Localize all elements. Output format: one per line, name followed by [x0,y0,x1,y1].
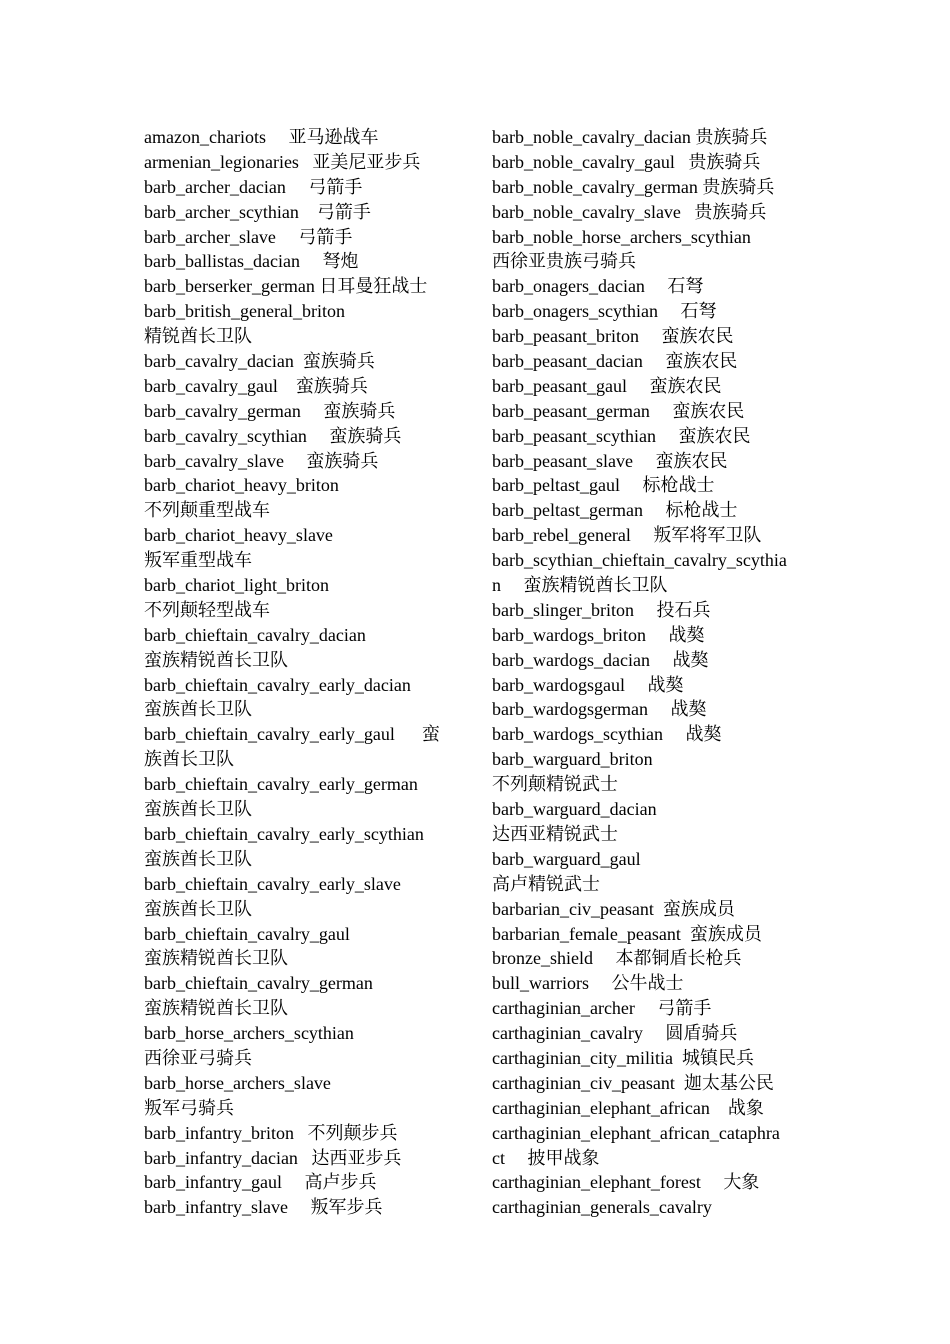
unit-entry-line: barb_warguard_briton [492,749,653,770]
unit-entry-line: barb_noble_cavalry_dacian 贵族骑兵 [492,127,768,147]
unit-entry-line: 西徐亚弓骑兵 [144,1047,252,1068]
unit-entry-line: 西徐亚贵族弓骑兵 [492,251,636,272]
unit-entry-line: barb_chieftain_cavalry_german [144,973,373,994]
unit-entry-line: barb_peltast_german 标枪战士 [492,500,738,521]
unit-entry-line: barb_horse_archers_slave [144,1072,331,1093]
unit-entry-line: barb_chieftain_cavalry_early_scythian [144,823,424,844]
unit-entry-line: barb_cavalry_dacian 蛮族骑兵 [144,351,375,372]
unit-entry-line: barb_noble_cavalry_slave 贵族骑兵 [492,201,767,222]
unit-entry-line: barb_chariot_light_briton [144,575,329,596]
unit-entry-line: barb_chariot_heavy_slave [144,525,333,546]
unit-entry-line: carthaginian_elephant_african_cataphra [492,1122,780,1143]
unit-entry-line: 蛮族精锐酋长卫队 [144,948,288,969]
unit-entry-line: barb_cavalry_scythian 蛮族骑兵 [144,425,402,446]
unit-entry-line: barb_peasant_slave 蛮族农民 [492,450,728,471]
right-column [492,125,810,1220]
unit-entry-line: barb_archer_scythian 弓箭手 [144,201,371,222]
unit-entry-line: barbarian_civ_peasant 蛮族成员 [492,898,735,919]
unit-entry-line: barb_rebel_general 叛军将军卫队 [492,525,762,546]
unit-entry-line: 蛮族酋长卫队 [144,799,252,820]
unit-entry-line: barb_slinger_briton 投石兵 [492,599,711,620]
unit-entry-line: barb_chieftain_cavalry_early_dacian [144,674,411,695]
unit-entry-line: 叛军重型战车 [144,550,252,571]
unit-entry-line: barb_peasant_gaul 蛮族农民 [492,375,722,396]
unit-entry-line: 族酋长卫队 [144,749,234,770]
unit-entry-line: barb_warguard_gaul [492,848,641,869]
unit-entry-line: carthaginian_city_militia 城镇民兵 [492,1047,754,1068]
unit-entry-line: 高卢精锐武士 [492,873,600,894]
unit-entry-line: barb_archer_dacian 弓箭手 [144,176,363,197]
unit-entry-line: barb_onagers_dacian 石弩 [492,276,704,297]
unit-entry-line: 叛军弓骑兵 [144,1097,234,1118]
unit-entry-line: carthaginian_cavalry 圆盾骑兵 [492,1023,738,1044]
left-column [144,125,462,1220]
unit-entry-line: barb_onagers_scythian 石弩 [492,301,717,322]
unit-entry-line: barb_british_general_briton [144,301,345,322]
unit-entry-line: barb_peasant_german 蛮族农民 [492,400,745,421]
unit-entry-line: carthaginian_civ_peasant 迦太基公民 [492,1072,774,1093]
unit-entry-line: barb_ballistas_dacian 弩炮 [144,251,359,272]
unit-entry-line: carthaginian_archer 弓箭手 [492,998,712,1019]
unit-entry-line: barb_infantry_slave 叛军步兵 [144,1197,383,1218]
unit-entry-line: barb_archer_slave 弓箭手 [144,226,353,247]
unit-entry-line: barb_infantry_dacian 达西亚步兵 [144,1147,402,1168]
unit-entry-line: barb_peasant_scythian 蛮族农民 [492,425,751,446]
unit-entry-line: 不列颠轻型战车 [144,599,270,620]
unit-entry-line: barb_cavalry_slave 蛮族骑兵 [144,450,379,471]
unit-entry-line: barb_peltast_gaul 标枪战士 [492,475,715,496]
unit-entry-line: 达西亚精锐武士 [492,823,618,844]
unit-entry-line: barb_warguard_dacian [492,799,657,820]
unit-entry-line: barb_wardogsgaul 战獒 [492,674,684,695]
unit-entry-line: 蛮族酋长卫队 [144,848,252,869]
unit-entry-line: carthaginian_elephant_forest 大象 [492,1172,760,1193]
unit-entry-line: barbarian_female_peasant 蛮族成员 [492,923,762,944]
unit-entry-line: 不列颠重型战车 [144,500,270,521]
unit-entry-line: 蛮族酋长卫队 [144,898,252,919]
unit-entry-line: barb_wardogs_dacian 战獒 [492,649,709,670]
unit-entry-line: ct 披甲战象 [492,1147,600,1168]
unit-entry-line: barb_cavalry_gaul 蛮族骑兵 [144,375,368,396]
unit-entry-line: barb_wardogs_briton 战獒 [492,624,705,645]
unit-entry-line: barb_infantry_gaul 高卢步兵 [144,1172,377,1193]
unit-entry-line: bull_warriors 公牛战士 [492,973,684,994]
unit-entry-line: barb_noble_cavalry_german 贵族骑兵 [492,176,775,197]
unit-entry-line: 不列颠精锐武士 [492,774,618,795]
unit-entry-line: 精锐酋长卫队 [144,326,252,347]
unit-entry-line: barb_chieftain_cavalry_gaul [144,923,350,944]
unit-entry-line: barb_noble_cavalry_gaul 贵族骑兵 [492,151,761,172]
unit-entry-line: carthaginian_generals_cavalry [492,1197,712,1218]
unit-entry-line: amazon_chariots 亚马逊战车 [144,127,379,147]
unit-entry-line: armenian_legionaries 亚美尼亚步兵 [144,151,421,172]
unit-entry-line: barb_horse_archers_scythian [144,1023,354,1044]
unit-entry-line: barb_chieftain_cavalry_early_gaul 蛮 [144,724,440,745]
unit-entry-line: barb_peasant_briton 蛮族农民 [492,326,734,347]
unit-entry-line: barb_chieftain_cavalry_early_german [144,774,418,795]
unit-entry-line: 蛮族酋长卫队 [144,699,252,720]
unit-entry-line: barb_infantry_briton 不列颠步兵 [144,1122,398,1143]
unit-entry-line: n 蛮族精锐酋长卫队 [492,575,668,596]
unit-entry-line: 蛮族精锐酋长卫队 [144,649,288,670]
unit-entry-line: barb_cavalry_german 蛮族骑兵 [144,400,396,421]
unit-entry-line: barb_scythian_chieftain_cavalry_scythia [492,550,787,571]
unit-entry-line: barb_chieftain_cavalry_early_slave [144,873,401,894]
unit-entry-line: barb_berserker_german 日耳曼狂战士 [144,276,428,297]
unit-entry-line: barb_wardogsgerman 战獒 [492,699,707,720]
unit-entry-line: bronze_shield 本都铜盾长枪兵 [492,948,742,969]
unit-entry-line: barb_peasant_dacian 蛮族农民 [492,351,738,372]
unit-entry-line: barb_chariot_heavy_briton [144,475,339,496]
unit-entry-line: barb_chieftain_cavalry_dacian [144,624,366,645]
unit-entry-line: barb_wardogs_scythian 战獒 [492,724,722,745]
unit-entry-line: barb_noble_horse_archers_scythian [492,226,751,247]
unit-entry-line: 蛮族精锐酋长卫队 [144,998,288,1019]
unit-entry-line: carthaginian_elephant_african 战象 [492,1097,764,1118]
